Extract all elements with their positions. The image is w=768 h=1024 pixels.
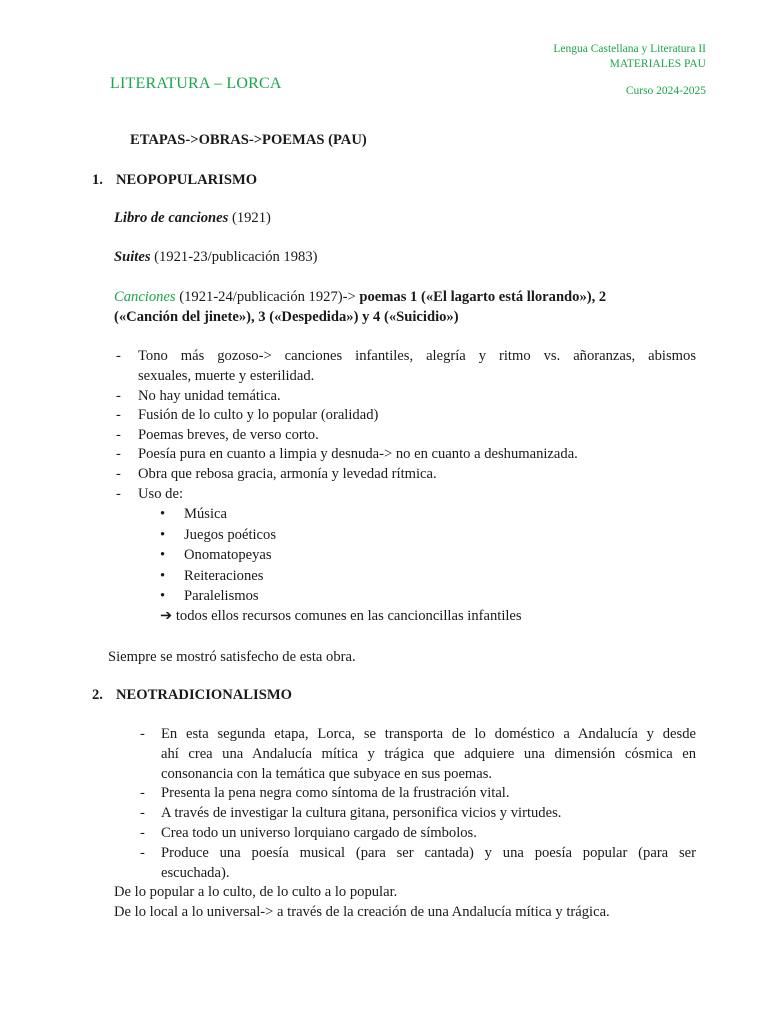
work-title: Libro de canciones: [114, 210, 229, 226]
dash-marker: -: [140, 726, 145, 742]
list-item: En esta segunda etapa, Lorca, se transporta de lo doméstico a Andalucía y desde: [161, 726, 696, 742]
page-title: LITERATURA – LORCA: [110, 75, 282, 92]
section1-heading: NEOPOPULARISMO: [116, 172, 258, 188]
bullet-marker: •: [160, 568, 166, 584]
section2-number: 2.: [92, 687, 103, 703]
list-item: No hay unidad temática.: [138, 388, 281, 404]
work-date: (1921): [228, 210, 271, 226]
dash-marker: -: [116, 446, 121, 462]
course-name: Lengua Castellana y Literatura II: [553, 43, 706, 55]
section1-number: 1.: [92, 172, 103, 188]
section2-closing-2: De lo local a lo universal-> a través de la creación de una Andalucía mítica y trágica.: [114, 904, 610, 920]
list-item: Poesía pura en cuanto a limpia y desnuda-> no en cuanto a deshumanizada.: [138, 446, 578, 462]
section2-closing-1: De lo popular a lo culto, de lo culto a lo popular.: [114, 884, 398, 900]
use-item: Paralelismos: [184, 588, 259, 604]
work-title: Canciones: [114, 289, 176, 305]
work-poems-continued: («Canción del jinete»), 3 («Despedida») y 4 («Suicidio»): [114, 309, 459, 325]
work-suites: [114, 247, 317, 267]
materials-label: MATERIALES PAU: [609, 58, 706, 70]
dash-marker: -: [140, 845, 145, 861]
list-item: Obra que rebosa gracia, armonía y levedad rítmica.: [138, 466, 437, 482]
use-item: Música: [184, 506, 227, 522]
dash-marker: -: [140, 805, 145, 821]
list-item: Fusión de lo culto y lo popular (oralidad): [138, 407, 379, 423]
list-item-continued: sexuales, muerte y esterilidad.: [138, 368, 315, 384]
use-item: Juegos poéticos: [184, 527, 277, 543]
work-libro-de-canciones: [114, 208, 271, 228]
list-item: Poemas breves, de verso corto.: [138, 427, 319, 443]
uses-note-text: todos ellos recursos comunes en las cancioncillas infantiles: [172, 608, 522, 624]
uses-note: [160, 606, 522, 626]
section1-closing: Siempre se mostró satisfecho de esta obra.: [108, 649, 356, 665]
section2-heading: NEOTRADICIONALISMO: [116, 687, 292, 703]
use-item: Reiteraciones: [184, 568, 264, 584]
bullet-marker: •: [160, 527, 166, 543]
list-item: Tono más gozoso-> canciones infantiles, alegría y ritmo vs. añoranzas, abismos: [138, 348, 696, 364]
list-item-continued: consonancia con la temática que subyace en sus poemas.: [161, 766, 493, 782]
list-item: A través de investigar la cultura gitana, personifica vicios y virtudes.: [161, 805, 562, 821]
list-item: Presenta la pena negra como síntoma de la frustración vital.: [161, 785, 510, 801]
list-item-continued: escuchada).: [161, 865, 230, 881]
list-item: Crea todo un universo lorquiano cargado de símbolos.: [161, 825, 477, 841]
dash-marker: -: [116, 348, 121, 364]
work-poems: poemas 1 («El lagarto está llorando»), 2: [359, 289, 607, 305]
work-canciones: [114, 287, 606, 307]
dash-marker: -: [140, 785, 145, 801]
arrow-icon: ➔: [160, 608, 173, 624]
work-date: (1921-24/publicación 1927)->: [175, 289, 360, 305]
dash-marker: -: [116, 466, 121, 482]
dash-marker: -: [116, 407, 121, 423]
bullet-marker: •: [160, 547, 166, 563]
list-item: Produce una poesía musical (para ser cantada) y una poesía popular (para ser: [161, 845, 696, 861]
work-date: (1921-23/publicación 1983): [150, 249, 318, 265]
use-item: Onomatopeyas: [184, 547, 272, 563]
list-item-continued: ahí crea una Andalucía mítica y trágica que adquiere una dimensión cósmica en: [161, 746, 696, 762]
dash-marker: -: [116, 486, 121, 502]
course-year: Curso 2024-2025: [625, 85, 706, 97]
dash-marker: -: [116, 388, 121, 404]
work-title: Suites: [114, 249, 151, 265]
list-item: Uso de:: [138, 486, 183, 502]
dash-marker: -: [140, 825, 145, 841]
header-course-info: [553, 42, 706, 99]
subtitle: ETAPAS->OBRAS->POEMAS (PAU): [130, 132, 367, 148]
bullet-marker: •: [160, 506, 166, 522]
dash-marker: -: [116, 427, 121, 443]
bullet-marker: •: [160, 588, 166, 604]
